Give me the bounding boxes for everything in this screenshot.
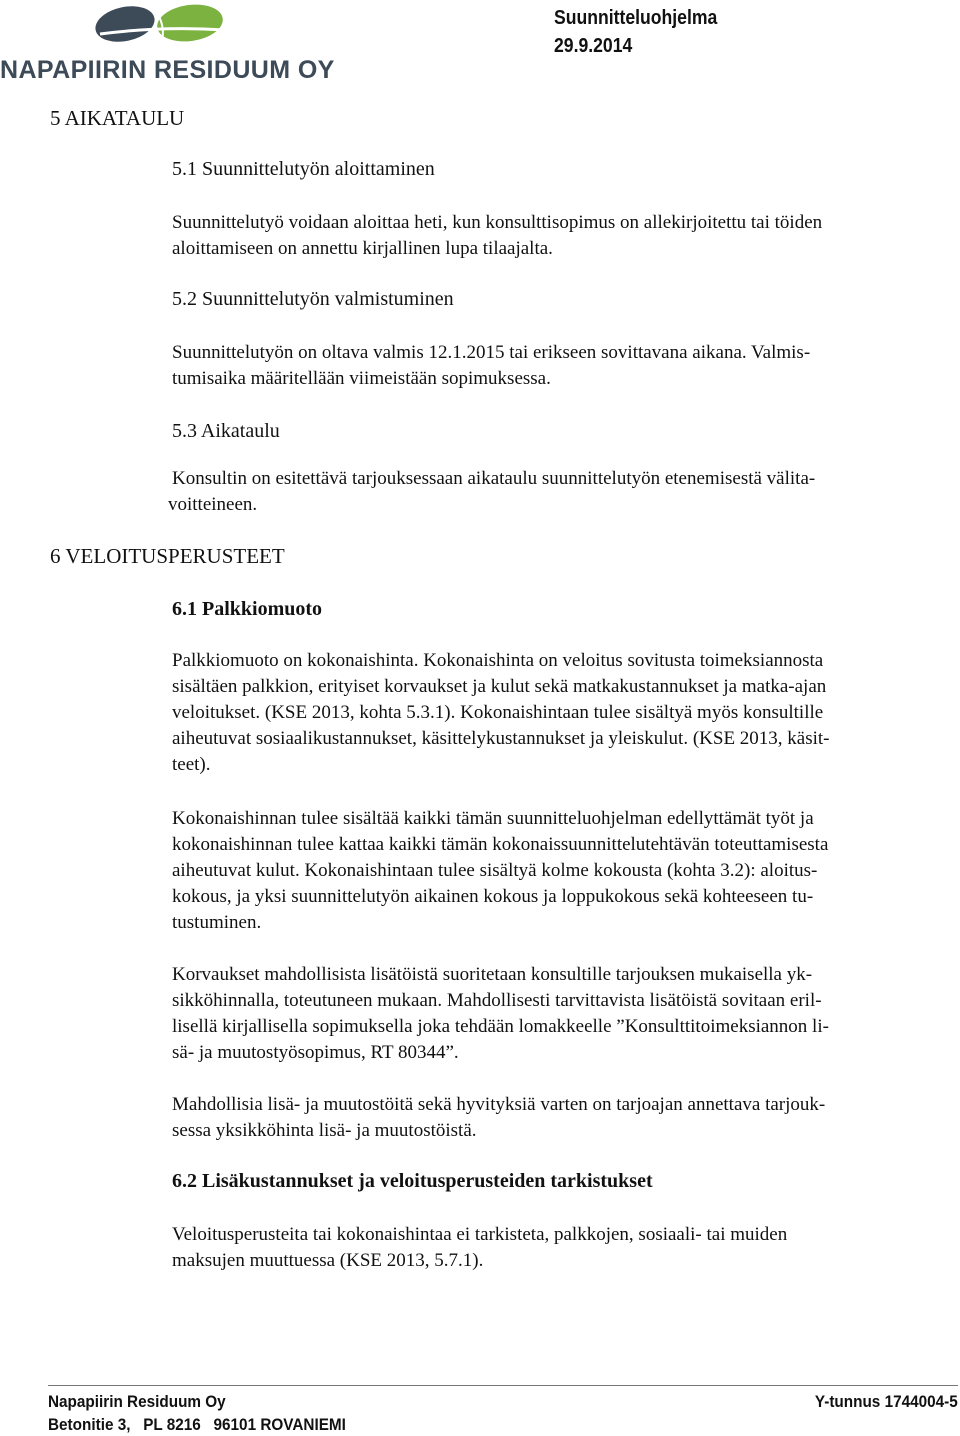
paragraph-line: tustuminen. — [172, 912, 262, 933]
paragraph-line: sikköhinnalla, toteutuneen mukaan. Mahdollisesti tarvittavista lisätöistä sovitaan eril- — [172, 990, 822, 1011]
footer-business-id: Y-tunnus 1744004-5 — [815, 1392, 958, 1411]
footer-address: Betonitie 3, PL 8216 96101 ROVANIEMI — [48, 1415, 346, 1434]
section-6-heading: 6 VELOITUSPERUSTEET — [50, 544, 285, 568]
footer-company: Napapiirin Residuum Oy — [48, 1392, 226, 1411]
document-date: 29.9.2014 — [554, 35, 633, 57]
paragraph-line: Korvaukset mahdollisista lisätöistä suoritetaan konsultille tarjouksen mukaisella yk- — [172, 964, 813, 985]
paragraph-line: aloittamiseen on annettu kirjallinen lupa tilaajalta. — [172, 238, 553, 259]
paragraph-line: Veloitusperusteita tai kokonaishintaa ei tarkisteta, palkkojen, sosiaali- tai muiden — [172, 1224, 788, 1245]
paragraph-line: sisältäen palkkion, erityiset korvaukset ja kulut sekä matkakustannukset ja matka-ajan — [172, 676, 827, 697]
section-6-2-paragraph — [172, 1222, 954, 1274]
paragraph-line: maksujen muuttuessa (KSE 2013, 5.7.1). — [172, 1250, 484, 1271]
paragraph-line: aiheutuvat sosiaalikustannukset, käsittelykustannukset ja yleiskulut. (KSE 2013, käsit- — [172, 728, 830, 749]
section-6-1-paragraph-4 — [172, 1092, 954, 1144]
section-6-1-heading: 6.1 Palkkiomuoto — [172, 598, 323, 620]
paragraph-line: kokonaishinnan tulee kattaa kaikki tämän kokonaissuunnittelutehtävän toteuttamisesta — [172, 834, 829, 855]
section-6-1-paragraph-1 — [172, 648, 954, 778]
paragraph-line: voitteineen. — [168, 494, 258, 515]
section-5-1-paragraph — [172, 210, 954, 262]
paragraph-line: veloitukset. (KSE 2013, kohta 5.3.1). Kokonaishintaan tulee sisältyä myös konsultille — [172, 702, 824, 723]
company-logo — [0, 0, 335, 90]
section-5-3-paragraph — [168, 466, 954, 518]
paragraph-line: kokous, ja yksi suunnittelutyön aikainen kokous ja loppukokous sekä kohteeseen tu- — [172, 886, 814, 907]
section-5-heading: 5 AIKATAULU — [50, 106, 185, 130]
paragraph-line: Suunnittelutyö voidaan aloittaa heti, kun konsulttisopimus on allekirjoitettu tai töiden — [172, 212, 823, 233]
section-6-1-paragraph-2 — [172, 806, 954, 936]
paragraph-line: lisellä kirjallisella sopimuksella joka tehdään lomakkeelle ”Konsulttitoimeksiannon li- — [172, 1016, 829, 1037]
paragraph-line: Kokonaishinnan tulee sisältää kaikki tämän suunnitteluohjelman edellyttämät työt ja — [172, 808, 814, 829]
paragraph-line: Konsultin on esitettävä tarjouksessaan aikataulu suunnittelutyön etenemisestä välita- — [172, 468, 816, 489]
section-5-2-paragraph — [172, 340, 954, 392]
paragraph-line: Palkkiomuoto on kokonaishinta. Kokonaishinta on veloitus sovitusta toimeksiannosta — [172, 650, 824, 671]
section-5-2-heading: 5.2 Suunnittelutyön valmistuminen — [172, 288, 454, 310]
paragraph-line: Mahdollisia lisä- ja muutostöitä sekä hyvityksiä varten on tarjoajan annettava tarjouk- — [172, 1094, 826, 1115]
section-6-1-paragraph-3 — [172, 962, 954, 1066]
paragraph-line: teet). — [172, 754, 211, 775]
paragraph-line: sessa yksikköhinta lisä- ja muutostöistä. — [172, 1120, 477, 1141]
section-5-3-heading: 5.3 Aikataulu — [172, 420, 280, 442]
document-title: Suunnitteluohjelma — [554, 7, 718, 29]
paragraph-line: tumisaika määritellään viimeistään sopimuksessa. — [172, 368, 551, 389]
page-footer — [48, 1385, 958, 1436]
logo-text: NAPAPIIRIN RESIDUUM OY — [0, 56, 335, 84]
paragraph-line: aiheutuvat kulut. Kokonaishintaan tulee sisältyä kolme kokousta (kohta 3.2): aloitus- — [172, 860, 818, 881]
logo-mark-icon — [0, 0, 330, 60]
section-6-2-heading: 6.2 Lisäkustannukset ja veloitusperusteiden tarkistukset — [172, 1170, 653, 1192]
paragraph-line: sä- ja muutostyösopimus, RT 80344”. — [172, 1042, 459, 1063]
section-5-1-heading: 5.1 Suunnittelutyön aloittaminen — [172, 158, 435, 180]
paragraph-line: Suunnittelutyön on oltava valmis 12.1.2015 tai erikseen sovittavana aikana. Valmis- — [172, 342, 811, 363]
document-meta — [554, 4, 740, 60]
